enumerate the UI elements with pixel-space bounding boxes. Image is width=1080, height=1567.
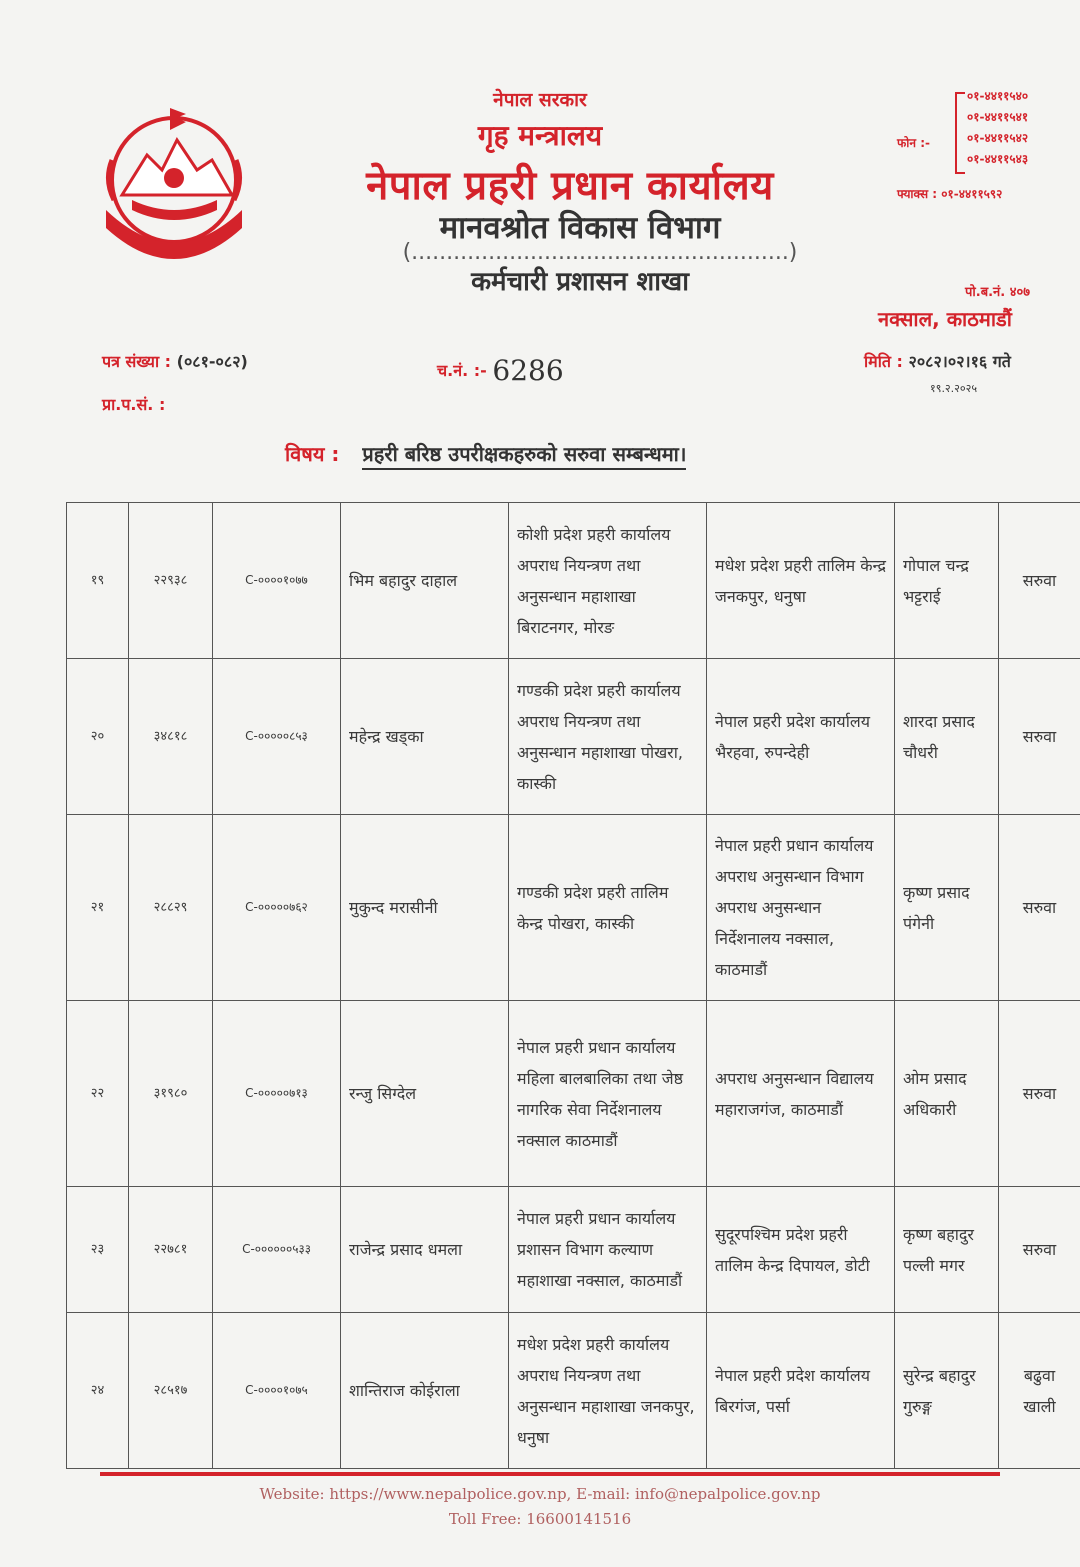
letter-number-label: पत्र संख्या : <box>102 352 172 371</box>
phone-number: ०१-४४११५४१ <box>967 110 1029 124</box>
serial-number: २० <box>67 659 129 815</box>
officer-name: रन्जु सिग्देल <box>341 1001 509 1187</box>
phone-label: फोन :- <box>897 136 930 150</box>
serial-number: १९ <box>67 503 129 659</box>
officer-name: मुकुन्द मरासीनी <box>341 815 509 1001</box>
dotted-line: (......................................................) <box>402 240 798 265</box>
serial-number: २४ <box>67 1313 129 1469</box>
employee-code: C-०००००७६२ <box>213 815 341 1001</box>
transfer-status: सरुवा <box>999 659 1080 815</box>
transfer-office: नेपाल प्रहरी प्रधान कार्यालय अपराध अनुसन्धान विभाग अपराध अनुसन्धान निर्देशनालय नक्साल, काठमाडौं <box>707 815 895 1001</box>
officer-name: शान्तिराज कोईराला <box>341 1313 509 1469</box>
replacement-name: ओम प्रसाद अधिकारी <box>895 1001 999 1187</box>
subject-text: प्रहरी बरिष्ठ उपरीक्षकहरुको सरुवा सम्बन्धमा। <box>362 442 686 470</box>
department-name: मानवश्रोत विकास विभाग <box>439 210 721 246</box>
replacement-name: शारदा प्रसाद चौधरी <box>895 659 999 815</box>
officer-name: राजेन्द्र प्रसाद धमला <box>341 1187 509 1313</box>
phone-number: ०१-४४११५४३ <box>967 152 1029 166</box>
pps-number <box>102 393 165 415</box>
phone-brace <box>955 92 965 174</box>
government-name: नेपाल सरकार <box>493 89 587 111</box>
employee-code: C-००००००५३३ <box>213 1187 341 1313</box>
transfer-office: नेपाल प्रहरी प्रदेश कार्यालय बिरगंज, पर्सा <box>707 1313 895 1469</box>
letter-number-value: (०८१-०८२) <box>176 352 248 371</box>
employee-code: C-०००००८५३ <box>213 659 341 815</box>
employee-code: C-००००१०७७ <box>213 503 341 659</box>
table-row <box>67 1001 1080 1187</box>
footer-tollfree: Toll Free: 16600141516 <box>448 1510 632 1528</box>
table-row <box>67 503 1080 659</box>
current-office: गण्डकी प्रदेश प्रहरी कार्यालय अपराध नियन्त्रण तथा अनुसन्धान महाशाखा पोखरा, कास्की <box>509 659 707 815</box>
date-label: मिति : <box>864 352 903 371</box>
dispatch-number <box>437 350 564 387</box>
employee-id: २८५१७ <box>129 1313 213 1469</box>
dispatch-label: च.नं. :- <box>437 361 487 380</box>
replacement-name: गोपाल चन्द्र भट्टराई <box>895 503 999 659</box>
dispatch-value: 6286 <box>492 354 564 387</box>
current-office: नेपाल प्रहरी प्रधान कार्यालय महिला बालबालिका तथा जेष्ठ नागरिक सेवा निर्देशनालय नक्साल काठमाडौं <box>509 1001 707 1187</box>
transfer-office: नेपाल प्रहरी प्रदेश कार्यालय भैरहवा, रुपन्देही <box>707 659 895 815</box>
replacement-name: कृष्ण बहादुर पल्ली मगर <box>895 1187 999 1313</box>
office-address: नक्साल, काठमाडौं <box>878 307 1012 331</box>
transfer-table <box>66 502 1080 1469</box>
table-row <box>67 1313 1080 1469</box>
office-name: नेपाल प्रहरी प्रधान कार्यालय <box>366 163 774 209</box>
ministry-name: गृह मन्त्रालय <box>477 119 603 152</box>
po-box: पो.ब.नं. ४०७ <box>965 285 1031 300</box>
current-office: नेपाल प्रहरी प्रधान कार्यालय प्रशासन विभाग कल्याण महाशाखा नक्साल, काठमाडौं <box>509 1187 707 1313</box>
fax-number: फ्याक्स : ०१-४४११५९२ <box>897 187 1003 201</box>
employee-id: ३४८१८ <box>129 659 213 815</box>
letter-number <box>102 350 248 372</box>
serial-number: २३ <box>67 1187 129 1313</box>
letter-date <box>864 350 1011 372</box>
transfer-status: बढुवा खाली <box>999 1313 1080 1469</box>
section-name: कर्मचारी प्रशासन शाखा <box>471 267 689 297</box>
serial-number: २२ <box>67 1001 129 1187</box>
subject-line <box>285 440 686 467</box>
officer-name: महेन्द्र खड्का <box>341 659 509 815</box>
employee-id: २२७८१ <box>129 1187 213 1313</box>
replacement-name: कृष्ण प्रसाद पंगेनी <box>895 815 999 1001</box>
pps-label: प्रा.प.सं. : <box>102 395 166 414</box>
current-office: गण्डकी प्रदेश प्रहरी तालिम केन्द्र पोखरा, कास्की <box>509 815 707 1001</box>
table-row <box>67 1187 1080 1313</box>
officer-name: भिम बहादुर दाहाल <box>341 503 509 659</box>
subject-label: विषय : <box>285 442 340 466</box>
employee-id: ३१९८० <box>129 1001 213 1187</box>
employee-id: २२९३८ <box>129 503 213 659</box>
employee-code: C-०००००७१३ <box>213 1001 341 1187</box>
transfer-status: सरुवा <box>999 815 1080 1001</box>
transfer-status: सरुवा <box>999 1001 1080 1187</box>
employee-code: C-००००१०७५ <box>213 1313 341 1469</box>
phone-number: ०१-४४११५४२ <box>967 131 1029 145</box>
transfer-office: मधेश प्रदेश प्रहरी तालिम केन्द्र जनकपुर, धनुषा <box>707 503 895 659</box>
transfer-office: अपराध अनुसन्धान विद्यालय महाराजगंज, काठमाडौं <box>707 1001 895 1187</box>
employee-id: २८८२९ <box>129 815 213 1001</box>
footer-divider <box>100 1472 1000 1476</box>
current-office: मधेश प्रदेश प्रहरी कार्यालय अपराध नियन्त्रण तथा अनुसन्धान महाशाखा जनकपुर, धनुषा <box>509 1313 707 1469</box>
phone-number: ०१-४४११५४० <box>967 89 1029 103</box>
serial-number: २१ <box>67 815 129 1001</box>
date-value: २०८२।०२।१६ गते <box>908 352 1011 371</box>
transfer-office: सुदूरपश्चिम प्रदेश प्रहरी तालिम केन्द्र दिपायल, डोटी <box>707 1187 895 1313</box>
date-english: १९.२.२०२५ <box>930 382 978 395</box>
current-office: कोशी प्रदेश प्रहरी कार्यालय अपराध नियन्त्रण तथा अनुसन्धान महाशाखा बिराटनगर, मोरङ <box>509 503 707 659</box>
table-row <box>67 815 1080 1001</box>
transfer-status: सरुवा <box>999 503 1080 659</box>
transfer-status: सरुवा <box>999 1187 1080 1313</box>
table-row <box>67 659 1080 815</box>
footer-contact: Website: https://www.nepalpolice.gov.np, E-mail: info@nepalpolice.gov.np <box>259 1485 821 1503</box>
replacement-name: सुरेन्द्र बहादुर गुरुङ्ग <box>895 1313 999 1469</box>
